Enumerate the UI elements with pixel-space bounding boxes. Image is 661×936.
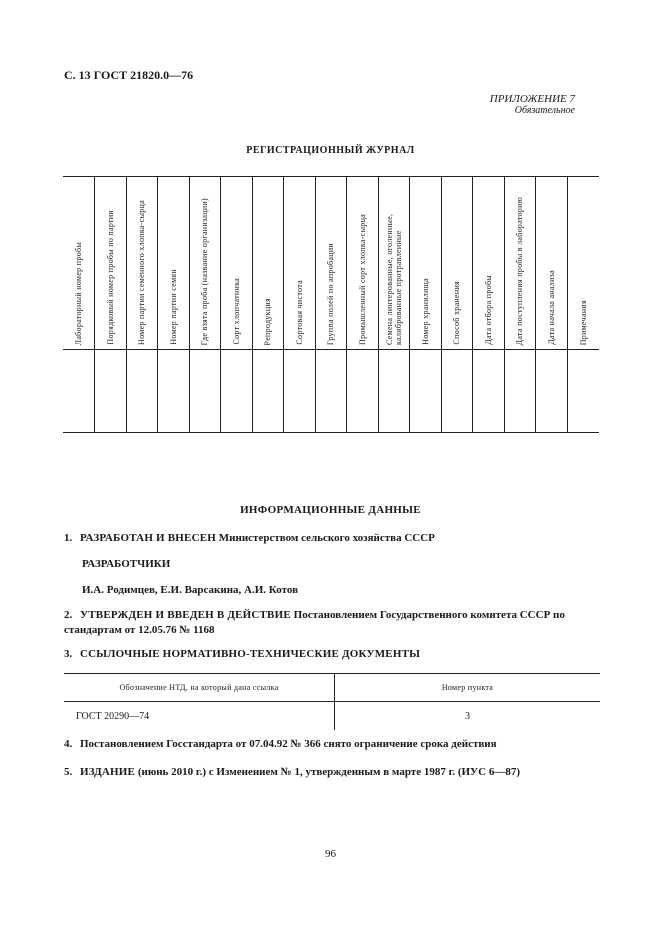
journal-column-header: Дата поступления пробы в лабораторию <box>504 177 536 350</box>
journal-cell <box>284 350 316 433</box>
journal-cell <box>347 350 379 433</box>
ref-col-clause: Номер пункта <box>335 674 601 702</box>
item-text: Министерством сельского хозяйства СССР <box>216 532 435 544</box>
journal-cell <box>95 350 127 433</box>
journal-column-header: Где взята проба (название организации) <box>189 177 221 350</box>
journal-cell <box>126 350 158 433</box>
item-caps: ССЫЛОЧНЫЕ НОРМАТИВНО-ТЕХНИЧЕСКИЕ ДОКУМЕНТЫ <box>80 648 421 660</box>
journal-title: РЕГИСТРАЦИОННЫЙ ЖУРНАЛ <box>246 145 415 156</box>
ref-document-cell: ГОСТ 20290—74 <box>64 702 335 731</box>
journal-column-header: Номер хранилища <box>410 177 442 350</box>
journal-cell <box>158 350 190 433</box>
journal-header-row <box>63 177 599 350</box>
journal-column-header: Номер партии семенного хлопка-сырца <box>126 177 158 350</box>
item-caps: ИЗДАНИЕ <box>80 766 136 778</box>
item-number: 5. <box>64 766 73 778</box>
journal-column-header: Промышленный сорт хлопка-сырца <box>347 177 379 350</box>
item-number: 3. <box>64 648 73 660</box>
item-caps: УТВЕРЖДЕН И ВВЕДЕН В ДЕЙСТВИЕ <box>80 609 291 621</box>
appendix-subtitle: Обязательное <box>514 105 575 116</box>
item-number: 2. <box>64 609 73 621</box>
item-text: Постановлением Государственного комитета СССР по стандартам от 12.05.76 № 1168 <box>64 609 565 636</box>
info-item-4 <box>64 737 604 752</box>
journal-cell <box>221 350 253 433</box>
item-text: Постановлением Госстандарта от 07.04.92 № 366 снято ограничение срока действия <box>80 738 497 750</box>
developers-label: РАЗРАБОТЧИКИ <box>82 558 171 570</box>
reference-documents-table <box>64 673 600 730</box>
journal-cell <box>504 350 536 433</box>
appendix-label <box>490 93 575 117</box>
info-item-3 <box>64 647 604 662</box>
journal-column-header: Группа полей по апробации <box>315 177 347 350</box>
journal-column-header: Способ хранения <box>441 177 473 350</box>
journal-column-header: Примечания <box>567 177 599 350</box>
registration-journal-table <box>63 176 599 433</box>
journal-column-header: Семена линтерованные, оголенные, калиброванные протравленные <box>378 177 410 350</box>
journal-column-header: Сорт хлопчатника <box>221 177 253 350</box>
info-item-5 <box>64 765 604 780</box>
journal-empty-row <box>63 350 599 433</box>
ref-table-header-row <box>64 674 600 702</box>
page-number: 96 <box>325 848 336 860</box>
journal-column-header: Дата отбора пробы <box>473 177 505 350</box>
journal-column-header: Порядковый номер пробы по партии <box>95 177 127 350</box>
item-text: (июнь 2010 г.) с Изменением № 1, утвержденным в марте 1987 г. (ИУС 6—87) <box>135 766 520 778</box>
item-number: 1. <box>64 532 73 544</box>
journal-cell <box>252 350 284 433</box>
journal-cell <box>378 350 410 433</box>
journal-cell <box>473 350 505 433</box>
journal-cell <box>315 350 347 433</box>
journal-column-header: Дата начала анализа <box>536 177 568 350</box>
journal-column-header: Номер партии семян <box>158 177 190 350</box>
ref-col-document: Обозначение НТД, на который дана ссылка <box>64 674 335 702</box>
page-header: С. 13 ГОСТ 21820.0—76 <box>64 68 194 82</box>
info-item-1 <box>64 531 604 546</box>
developers-list: И.А. Родимцев, Е.И. Варсакина, А.И. Котов <box>82 584 299 596</box>
journal-column-header: Сортовая чистота <box>284 177 316 350</box>
journal-cell <box>63 350 95 433</box>
item-caps: РАЗРАБОТАН И ВНЕСЕН <box>80 532 217 544</box>
item-number: 4. <box>64 738 73 750</box>
journal-column-header: Лабораторный номер пробы <box>63 177 95 350</box>
ref-clause-cell: 3 <box>465 710 470 722</box>
table-row <box>64 702 600 731</box>
info-section-title: ИНФОРМАЦИОННЫЕ ДАННЫЕ <box>240 504 421 516</box>
journal-cell <box>410 350 442 433</box>
journal-cell <box>189 350 221 433</box>
info-item-2 <box>64 608 604 638</box>
journal-cell <box>567 350 599 433</box>
journal-column-header: Репродукция <box>252 177 284 350</box>
journal-cell <box>441 350 473 433</box>
appendix-title: ПРИЛОЖЕНИЕ 7 <box>489 93 575 105</box>
journal-cell <box>536 350 568 433</box>
